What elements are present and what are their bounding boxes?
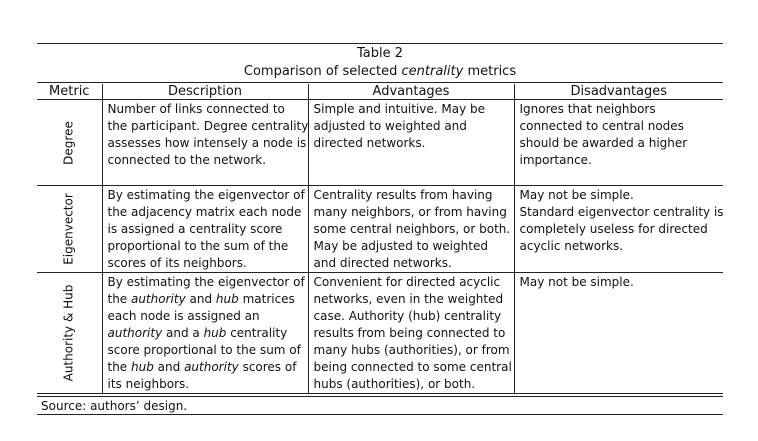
- disadvantages-line: completely useless for directed: [519, 222, 708, 236]
- advantages-cell: [308, 100, 514, 186]
- disadvantages-line: connected to central nodes: [519, 119, 684, 133]
- disadvantages-cell: [514, 186, 723, 273]
- advantages-line: some central neighbors, or both.: [313, 222, 511, 236]
- disadvantages-line: acyclic networks.: [519, 239, 624, 253]
- description-line: assesses how intensely a node is: [107, 136, 307, 150]
- description-line: score proportional to the sum of: [107, 343, 301, 357]
- caption-text-italic: centrality: [401, 64, 464, 79]
- description-line: is assigned a centrality score: [107, 222, 283, 236]
- advantages-line: hubs (authorities), or both.: [313, 377, 476, 391]
- table-row: [37, 186, 723, 273]
- header-advantages: Advantages: [308, 84, 514, 100]
- metric-cell: [37, 100, 102, 186]
- disadvantages-line: May not be simple.: [519, 275, 634, 289]
- metric-label: Authority & Hub: [61, 284, 76, 382]
- source-rule: [37, 414, 723, 415]
- advantages-line: networks, even in the weighted: [313, 292, 504, 306]
- advantages-line: results from being connected to: [313, 326, 506, 340]
- table-bottom-rule: [37, 396, 723, 397]
- advantages-line: adjusted to weighted and: [313, 119, 467, 133]
- description-line: proportional to the sum of the: [107, 239, 289, 253]
- header-metric: Metric: [37, 84, 102, 100]
- header-disadvantages: Disadvantages: [514, 84, 723, 100]
- advantages-line: May be adjusted to weighted: [313, 239, 488, 253]
- advantages-line: many neighbors, or from having: [313, 205, 507, 219]
- disadvantages-line: May not be simple.: [519, 188, 634, 202]
- metric-label: Degree: [61, 120, 76, 165]
- disadvantages-cell: [514, 273, 723, 394]
- description-line: the adjacency matrix each node: [107, 205, 302, 219]
- table-number: Table 2: [356, 46, 404, 61]
- description-line: By estimating the eigenvector of: [107, 188, 305, 202]
- disadvantages-line: should be awarded a higher: [519, 136, 688, 150]
- disadvantages-cell: [514, 100, 723, 186]
- metric-label: Eigenvector: [61, 193, 76, 265]
- header-row: [37, 84, 723, 100]
- top-rule: [37, 43, 723, 44]
- advantages-line: case. Authority (hub) centrality: [313, 309, 502, 323]
- table-row: [37, 273, 723, 394]
- description-line: authority and a hub centrality: [107, 326, 288, 340]
- advantages-cell: [308, 273, 514, 394]
- description-cell: [102, 273, 308, 394]
- description-line: Number of links connected to: [107, 102, 285, 116]
- advantages-line: Convenient for directed acyclic: [313, 275, 501, 289]
- advantages-line: being connected to some central: [313, 360, 512, 374]
- description-line: the authority and hub matrices: [107, 292, 295, 306]
- advantages-cell: [308, 186, 514, 273]
- description-cell: [102, 100, 308, 186]
- advantages-line: many hubs (authorities), or from: [313, 343, 510, 357]
- table-row: [37, 100, 723, 186]
- description-line: connected to the network.: [107, 153, 267, 167]
- description-line: the participant. Degree centrality: [107, 119, 309, 133]
- advantages-line: Centrality results from having: [313, 188, 493, 202]
- header-description: Description: [102, 84, 308, 100]
- source-note: Source: authors’ design.: [41, 399, 188, 413]
- metric-cell: [37, 273, 102, 394]
- description-line: its neighbors.: [107, 377, 190, 391]
- disadvantages-line: Ignores that neighbors: [519, 102, 656, 116]
- advantages-line: directed networks.: [313, 136, 426, 150]
- description-line: each node is assigned an: [107, 309, 260, 323]
- advantages-line: and directed networks.: [313, 256, 452, 270]
- description-line: scores of its neighbors.: [107, 256, 247, 270]
- advantages-line: Simple and intuitive. May be: [313, 102, 486, 116]
- caption-rule: [37, 82, 723, 83]
- caption-text-post: metrics: [463, 64, 517, 79]
- disadvantages-line: Standard eigenvector centrality is: [519, 205, 724, 219]
- disadvantages-line: importance.: [519, 153, 592, 167]
- comparison-table: [37, 84, 723, 394]
- table-caption: [37, 64, 723, 79]
- caption-text-pre: Comparison of selected: [243, 64, 402, 79]
- description-line: the hub and authority scores of: [107, 360, 297, 374]
- description-line: By estimating the eigenvector of: [107, 275, 305, 289]
- description-cell: [102, 186, 308, 273]
- metric-cell: [37, 186, 102, 273]
